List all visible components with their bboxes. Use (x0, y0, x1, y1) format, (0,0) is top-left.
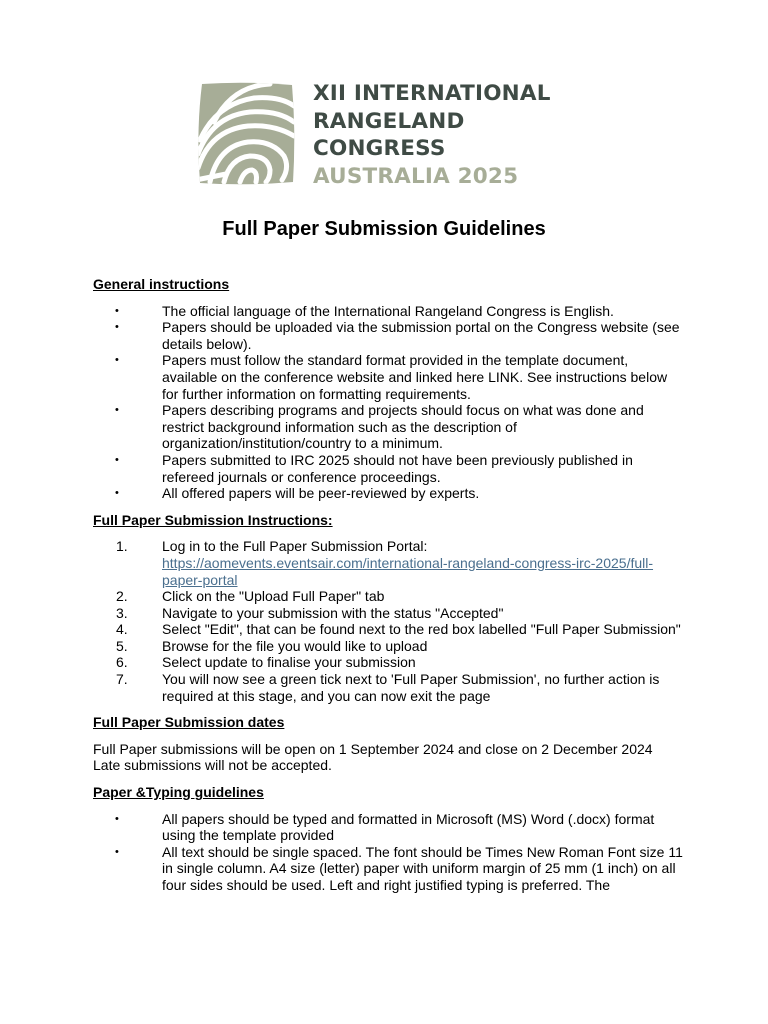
list-item: • Papers should be uploaded via the submission portal on the Congress website (see details below). (115, 319, 680, 352)
step-item: 5. Browse for the file you would like to upload (116, 637, 428, 654)
list-item: • All text should be single spaced. The font should be Times New Roman Font size 11 in single column. A4 size (letter) paper with uniform margin of 25 mm (1 inch) on all four sides should be used. Left and right justified typing is preferred. The (115, 843, 683, 893)
step-item: 6. Select update to finalise your submission (116, 654, 416, 671)
list-item: • Papers describing programs and projects should focus on what was done and restrict background information such as the description of organization/institution/country to a minimum. (115, 402, 644, 452)
list-item: • All papers should be typed and formatted in Microsoft (MS) Word (.docx) format using the template provided (115, 810, 655, 844)
bullet-icon: • (115, 812, 119, 825)
submission-instructions-heading: Full Paper Submission Instructions: (93, 511, 333, 528)
step-number: 1. (116, 538, 128, 555)
list-item: • The official language of the International Rangeland Congress is English. (115, 302, 614, 319)
step-number: 4. (116, 621, 128, 638)
rangeland-logo-icon (196, 82, 296, 186)
bullet-icon: • (115, 354, 119, 367)
step-item: 3. Navigate to your submission with the status "Accepted" (116, 604, 504, 621)
submission-steps-list (93, 538, 693, 704)
list-item: • All offered papers will be peer-reviewed by experts. (115, 485, 480, 502)
step-number: 6. (116, 654, 128, 671)
step-number: 7. (116, 671, 128, 688)
bullet-icon: • (115, 321, 119, 334)
step-item: 7. You will now see a green tick next to 'Full Paper Submission', no further action is required at this stage, and you can now exit the page (116, 671, 660, 704)
dates-open-close: Full Paper submissions will be open on 1 September 2024 and close on 2 December 2024 (93, 740, 653, 757)
submission-dates-heading: Full Paper Submission dates (93, 714, 285, 731)
general-instructions-list (93, 303, 693, 502)
logo-line-3: CONGRESS (313, 136, 446, 161)
step-number: 2. (116, 588, 128, 605)
step-number: 3. (116, 604, 128, 621)
document-body (93, 276, 693, 894)
bullet-icon: • (115, 487, 119, 500)
bullet-icon: • (115, 404, 119, 417)
logo-wordmark (313, 80, 551, 190)
logo-line-4: AUSTRALIA 2025 (313, 163, 519, 189)
typing-guidelines-list (93, 811, 693, 894)
logo-line-1: XII INTERNATIONAL (313, 81, 551, 106)
step-item: 4. Select "Edit", that can be found next to the red box labelled "Full Paper Submission" (116, 621, 681, 638)
page-title: Full Paper Submission Guidelines (222, 218, 546, 240)
bullet-icon: • (115, 304, 119, 317)
general-instructions-heading: General instructions (93, 276, 230, 292)
list-item: • Papers must follow the standard format provided in the template document, available on the conference website and linked here LINK. See instructions below for further information on formatting requirements. (115, 352, 668, 402)
dates-late-notice: Late submissions will not be accepted. (93, 757, 332, 774)
typing-guidelines-heading: Paper &Typing guidelines (93, 784, 264, 801)
bullet-icon: • (115, 453, 119, 466)
bullet-icon: • (115, 845, 119, 858)
step-number: 5. (116, 637, 128, 654)
congress-logo (196, 80, 576, 190)
list-item: • Papers submitted to IRC 2025 should not have been previously published in refereed journals or conference proceedings. (115, 451, 633, 485)
submission-portal-link[interactable]: https://aomevents.eventsair.com/international-rangeland-congress-irc-2025/full-paper-portal (162, 554, 654, 588)
step-item: 2. Click on the "Upload Full Paper" tab (116, 588, 385, 605)
step-item: 1. Log in to the Full Paper Submission Portal: https://aomevents.eventsair.com/international-rangeland-congress-irc-2025/full-paper-portal (116, 538, 654, 588)
logo-line-2: RANGELAND (313, 108, 465, 134)
